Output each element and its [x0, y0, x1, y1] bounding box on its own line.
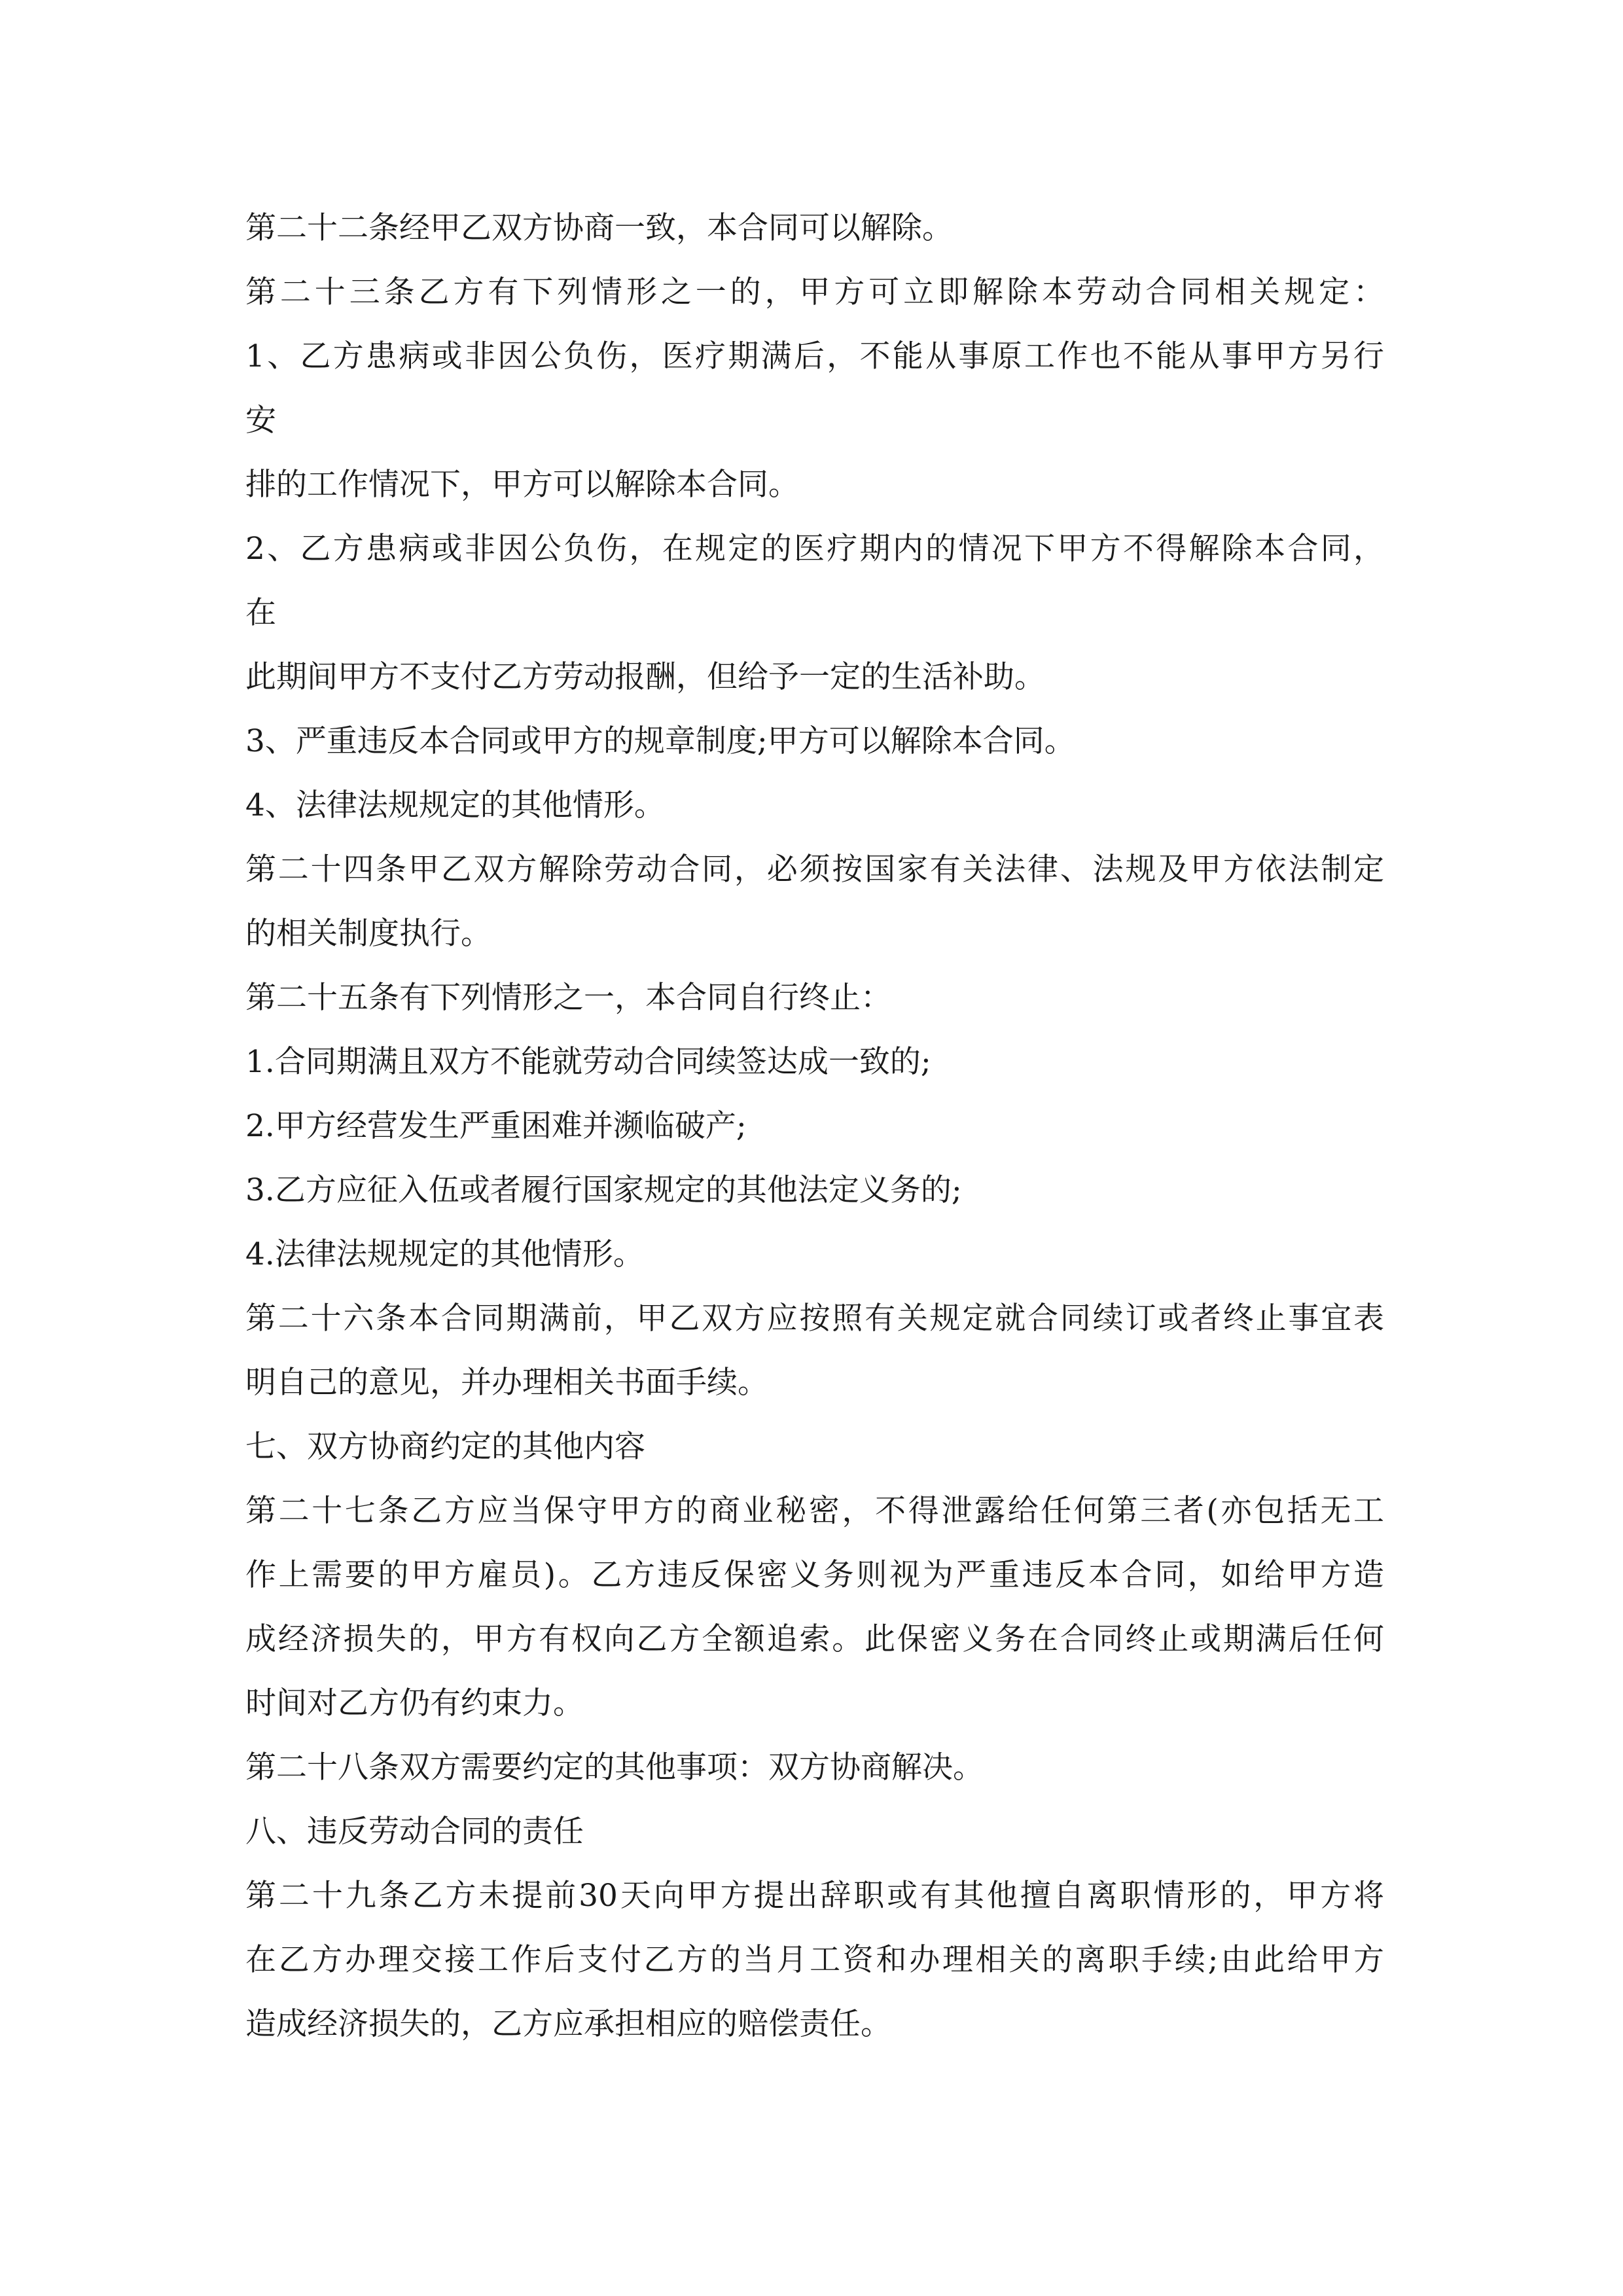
- text-line: 安: [245, 403, 276, 439]
- text-line: 明自己的意见，并办理相关书面手续。: [245, 1365, 768, 1401]
- text-line: 3、严重违反本合同或甲方的规章制度;甲方可以解除本合同。: [245, 723, 1075, 759]
- text-line: 2.甲方经营发生严重困难并濒临破产;: [245, 1108, 747, 1144]
- text-line: 第二十五条有下列情形之一，本合同自行终止：: [245, 980, 891, 1016]
- text-line: 作上需要的甲方雇员)。乙方违反保密义务则视为严重违反本合同，如给甲方造: [245, 1557, 1384, 1593]
- text-line: 第二十二条经甲乙双方协商一致，本合同可以解除。: [245, 210, 953, 246]
- text-line: 4、法律法规规定的其他情形。: [245, 787, 665, 823]
- text-line: 七、双方协商约定的其他内容: [245, 1429, 645, 1465]
- text-line: 时间对乙方仍有约束力。: [245, 1685, 584, 1721]
- text-line: 3.乙方应征入伍或者履行国家规定的其他法定义务的;: [245, 1172, 962, 1208]
- text-line: 排的工作情况下，甲方可以解除本合同。: [245, 467, 799, 503]
- text-line: 第二十四条甲乙双方解除劳动合同，必须按国家有关法律、法规及甲方依法制定: [245, 852, 1384, 888]
- text-line: 八、违反劳动合同的责任: [245, 1814, 584, 1850]
- text-line: 成经济损失的，甲方有权向乙方全额追索。此保密义务在合同终止或期满后任何: [245, 1621, 1384, 1657]
- text-line: 第二十八条双方需要约定的其他事项：双方协商解决。: [245, 1749, 984, 1785]
- text-line: 4.法律法规规定的其他情形。: [245, 1236, 644, 1272]
- text-line: 第二十三条乙方有下列情形之一的，甲方可立即解除本劳动合同相关规定：: [245, 274, 1384, 310]
- text-line: 第二十九条乙方未提前30天向甲方提出辞职或有其他擅自离职情形的，甲方将: [245, 1878, 1384, 1914]
- text-line: 在: [245, 595, 276, 631]
- text-line: 第二十六条本合同期满前，甲乙双方应按照有关规定就合同续订或者终止事宜表: [245, 1300, 1384, 1336]
- text-line: 此期间甲方不支付乙方劳动报酬，但给予一定的生活补助。: [245, 659, 1045, 695]
- text-line: 造成经济损失的，乙方应承担相应的赔偿责任。: [245, 2006, 891, 2042]
- text-line: 在乙方办理交接工作后支付乙方的当月工资和办理相关的离职手续;由此给甲方: [245, 1942, 1384, 1978]
- document-body: [245, 196, 1384, 2056]
- text-line: 1、乙方患病或非因公负伤，医疗期满后，不能从事原工作也不能从事甲方另行: [245, 338, 1384, 374]
- text-line: 的相关制度执行。: [245, 916, 491, 952]
- text-line: 第二十七条乙方应当保守甲方的商业秘密，不得泄露给任何第三者(亦包括无工: [245, 1493, 1384, 1529]
- text-line: 1.合同期满且双方不能就劳动合同续签达成一致的;: [245, 1044, 931, 1080]
- text-line: 2、乙方患病或非因公负伤，在规定的医疗期内的情况下甲方不得解除本合同，: [245, 531, 1384, 567]
